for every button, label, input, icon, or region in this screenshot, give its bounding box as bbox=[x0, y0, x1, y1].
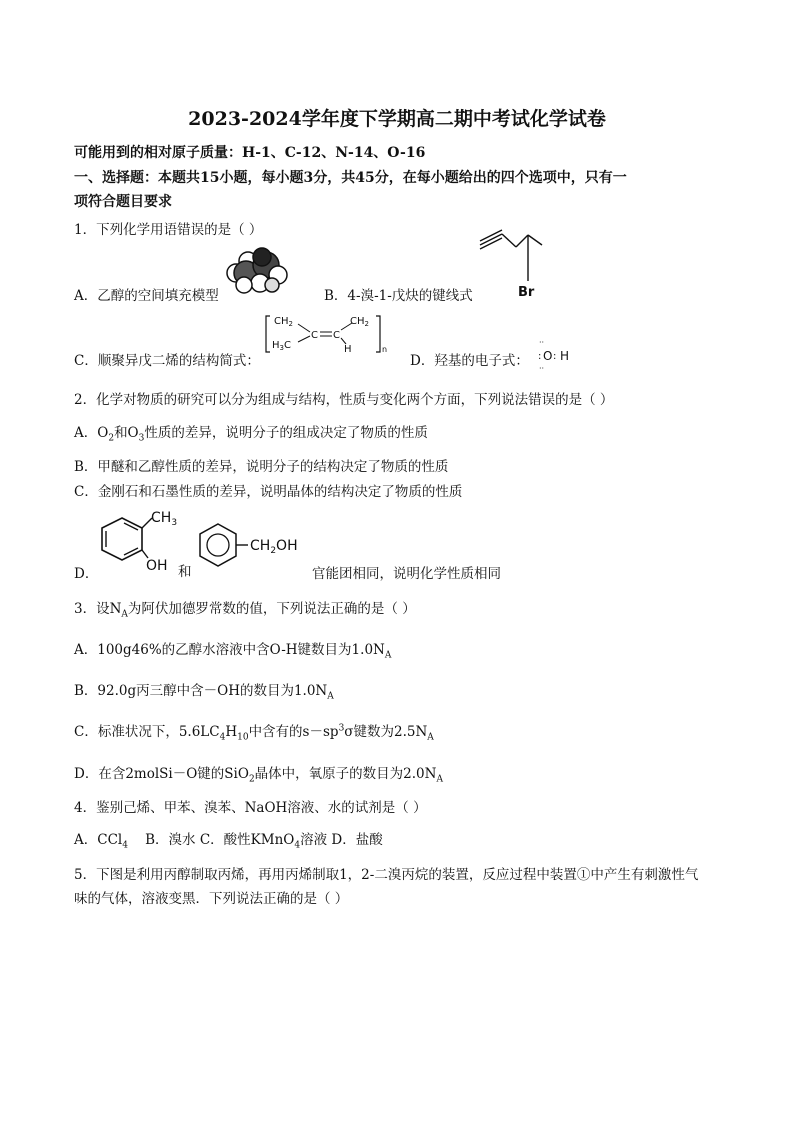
svg-text:n: n bbox=[382, 345, 388, 354]
q5-line1: 5．下图是利用丙醇制取丙烯，再用丙烯制取1，2-二溴丙烷的装置，反应过程中装置①中产生有刺激性气 bbox=[74, 867, 699, 883]
q1-option-d: D．羟基的电子式： bbox=[410, 353, 529, 369]
q3-stem: 3．设$N_A$为阿伏加德罗常数的值，下列说法正确的是（ ） bbox=[74, 601, 416, 620]
q2-stem: 2．化学对物质的研究可以分为组成与结构，性质与变化两个方面，下列说法错误的是（ ） bbox=[74, 392, 614, 408]
page-title: 2023-2024学年度下学期高二期中考试化学试卷 bbox=[188, 108, 606, 130]
svg-text:O: O bbox=[543, 349, 553, 363]
q4-options: A．CCl$_4$ B．溴水 C．酸性KMnO$_4$溶液 D．盐酸 bbox=[74, 832, 383, 851]
svg-text:H: H bbox=[560, 349, 570, 363]
svg-text:C: C bbox=[311, 330, 318, 341]
section1-line1: 一、选择题：本题共15小题，每小题3分，共45分，在每小题给出的四个选项中，只有一 bbox=[74, 170, 627, 186]
q2-option-d-and: 和 bbox=[178, 564, 192, 580]
q3-option-d: D．在含2molSi－O键的SiO$_2$晶体中，氧原子的数目为$2.0N_A$ bbox=[74, 766, 443, 785]
svg-text::: : bbox=[553, 351, 557, 362]
q2-option-a: A．$O_2$和$O_3$性质的差异，说明分子的组成决定了物质的性质 bbox=[74, 425, 428, 444]
benzyl-alcohol-structure bbox=[196, 520, 316, 572]
cis-polyisoprene-structure bbox=[264, 310, 394, 358]
q2-option-c: C．金刚石和石墨性质的差异，说明晶体的结构决定了物质的性质 bbox=[74, 484, 463, 500]
q2-option-d-label: D． bbox=[74, 566, 99, 582]
ethanol-space-filling-model bbox=[222, 245, 292, 295]
q2-option-d-text: 官能团相同，说明化学性质相同 bbox=[312, 566, 501, 582]
svg-text:C: C bbox=[333, 330, 340, 341]
atomic-masses: 可能用到的相对原子质量：H-1、C-12、N-14、O-16 bbox=[74, 145, 426, 161]
svg-text:OH: OH bbox=[146, 558, 168, 574]
svg-text:CH2: $CH_2$ bbox=[350, 316, 369, 328]
svg-text::: : bbox=[538, 351, 542, 362]
q3-option-c: C．标准状况下，$5.6LC_4H_{10}$中含有的$s-sp^3\sigma$键数为$2.5N_A$ bbox=[74, 723, 434, 743]
svg-text:··: ·· bbox=[539, 338, 545, 347]
section1-line2: 项符合题目要求 bbox=[74, 194, 172, 210]
hydroxyl-electron-formula bbox=[536, 336, 586, 374]
svg-text:CH3: $CH_3$ bbox=[151, 510, 178, 528]
q3-option-b: B．92.0g丙三醇中含－OH的数目为$1.0N_A$ bbox=[74, 683, 334, 702]
pentyne-skeletal-formula bbox=[476, 225, 556, 300]
q3-option-a: A．100g46%的乙醇水溶液中含O-H键数目为$1.0N_A$ bbox=[74, 642, 392, 661]
q5-line2: 味的气体，溶液变黑．下列说法正确的是（ ） bbox=[74, 891, 349, 907]
o-cresol-structure bbox=[96, 504, 182, 576]
svg-text:H3C: $H_3C$ bbox=[272, 340, 291, 352]
q1-option-b: B．4-溴-1-戊炔的键线式 bbox=[324, 288, 473, 304]
svg-text:CH2: $CH_2$ bbox=[274, 316, 293, 328]
q4-stem: 4．鉴别己烯、甲苯、溴苯、NaOH溶液、水的试剂是（ ） bbox=[74, 800, 427, 816]
q1-stem: 1．下列化学用语错误的是（ ） bbox=[74, 222, 263, 238]
svg-text:CH2OH: $CH_2OH$ bbox=[250, 538, 298, 556]
svg-text:··: ·· bbox=[539, 364, 545, 373]
q1-option-c: C．顺聚异戊二烯的结构简式： bbox=[74, 353, 260, 369]
bromine-label: Br bbox=[518, 285, 535, 300]
q2-option-b: B．甲醚和乙醇性质的差异，说明分子的结构决定了物质的性质 bbox=[74, 459, 449, 475]
q1-option-a: A．乙醇的空间填充模型 bbox=[74, 288, 219, 304]
svg-text:H: H bbox=[344, 344, 352, 355]
